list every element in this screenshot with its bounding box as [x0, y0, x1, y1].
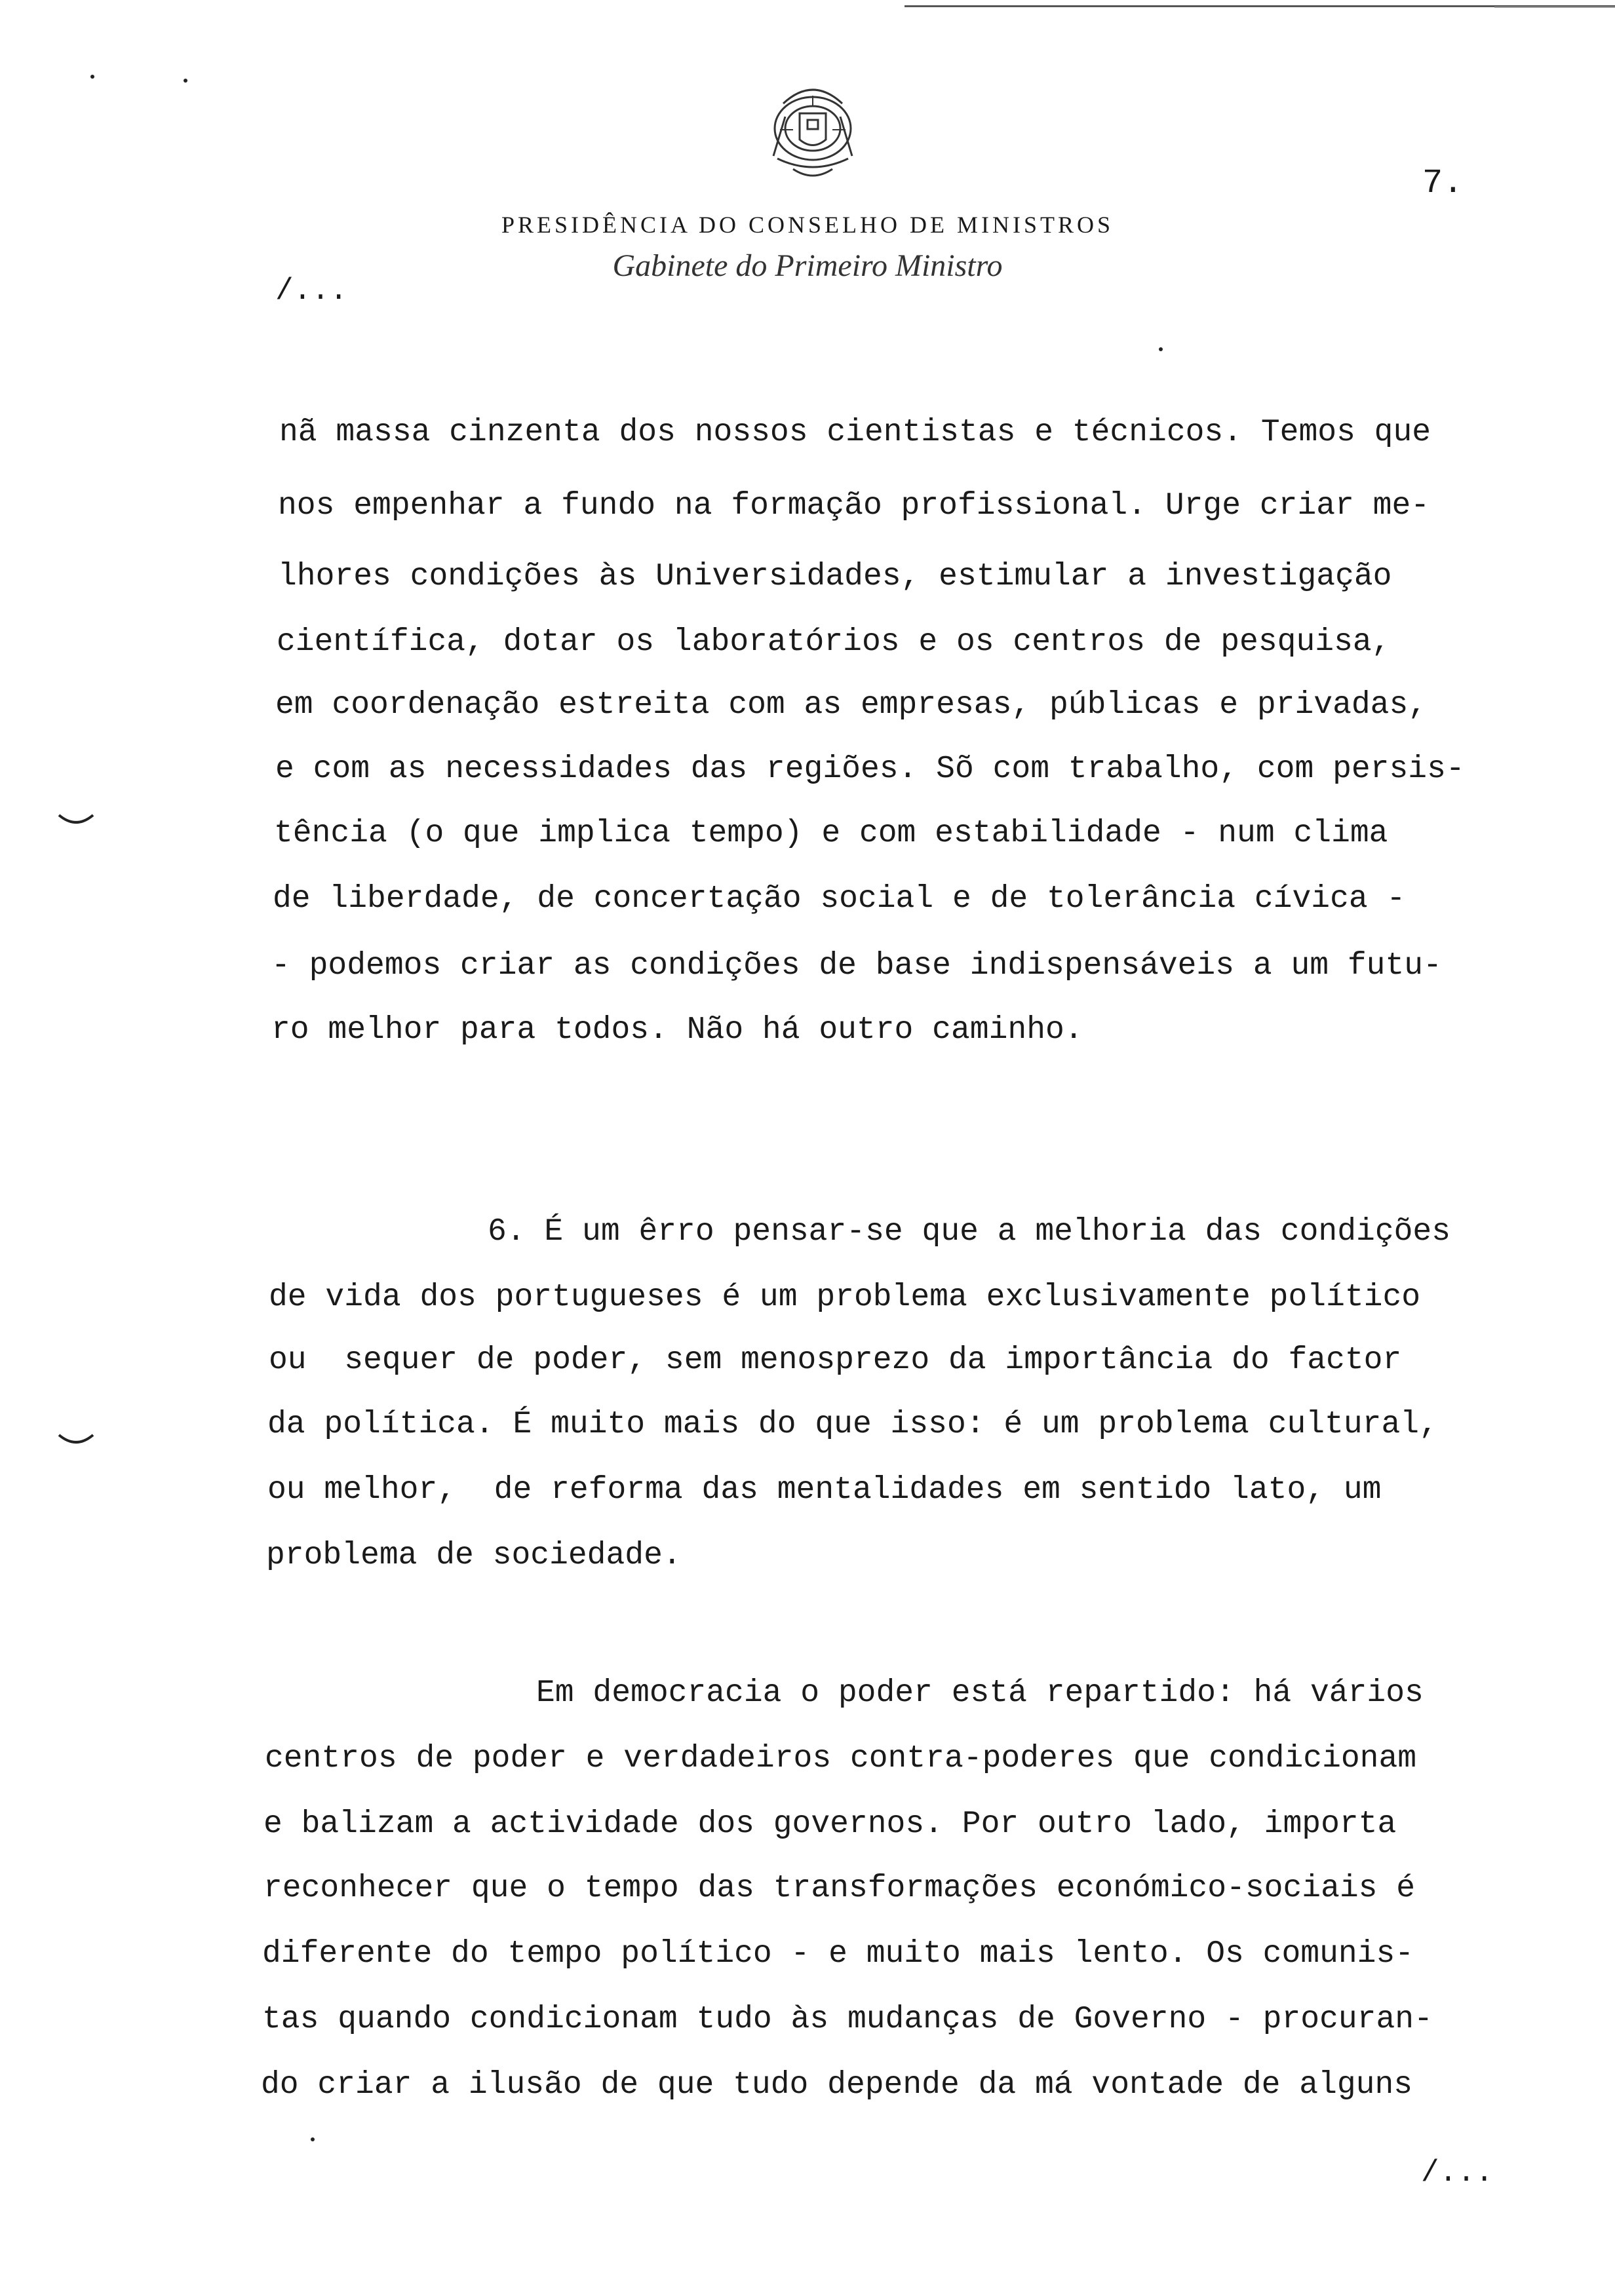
paragraph-2-line-6: problema de sociedade. — [266, 1538, 682, 1573]
scan-speck — [1159, 347, 1163, 351]
paragraph-2-line-4: da política. É muito mais do que isso: é um problema cultural, — [267, 1407, 1438, 1442]
paragraph-1-line-1: nã massa cinzenta dos nossos cientistas e técnicos. Temos que — [279, 415, 1431, 450]
paragraph-2-line-1: 6. É um êrro pensar-se que a melhoria das condições — [488, 1214, 1451, 1250]
paragraph-1-line-6: e com as necessidades das regiões. Sõ com trabalho, com persis- — [275, 752, 1465, 787]
paragraph-1-line-8: de liberdade, de concertação social e de tolerância cívica - — [273, 881, 1406, 917]
scan-speck — [90, 75, 94, 79]
paragraph-1-line-10: ro melhor para todos. Não há outro caminho. — [271, 1012, 1083, 1048]
letterhead-title: PRESIDÊNCIA DO CONSELHO DE MINISTROS — [501, 212, 1114, 238]
paragraph-3-line-5: diferente do tempo político - e muito mais lento. Os comunis- — [262, 1936, 1414, 1972]
paragraph-1-line-3: lhores condições às Universidades, estimular a investigação — [278, 559, 1392, 594]
continuation-marker-bottom: /... — [1421, 2156, 1494, 2190]
scan-speck — [311, 2137, 315, 2141]
paragraph-3-line-1: Em democracia o poder está repartido: há vários — [536, 1675, 1424, 1711]
paragraph-1-line-4: científica, dotar os laboratórios e os centros de pesquisa, — [277, 624, 1391, 660]
paragraph-3-line-7: do criar a ilusão de que tudo depende da má vontade de alguns — [261, 2067, 1413, 2103]
paragraph-1-line-5: em coordenação estreita com as empresas, públicas e privadas, — [275, 687, 1428, 723]
paragraph-3-line-3: e balizam a actividade dos governos. Por outro lado, importa — [263, 1807, 1397, 1842]
page-number: 7. — [1422, 164, 1464, 202]
paragraph-3-line-4: reconhecer que o tempo das transformações económico-sociais é — [263, 1871, 1416, 1906]
paragraph-2-line-2: de vida dos portugueses é um problema exclusivamente político — [269, 1280, 1421, 1315]
paragraph-3-line-2: centros de poder e verdadeiros contra-poderes que condicionam — [265, 1741, 1417, 1776]
paragraph-2-line-5: ou melhor, de reforma das mentalidades em sentido lato, um — [267, 1472, 1382, 1508]
coat-of-arms-emblem — [754, 77, 872, 195]
scan-edge-line-faint — [1494, 7, 1615, 8]
paragraph-2-line-3: ou sequer de poder, sem menosprezo da importância do factor — [269, 1343, 1402, 1378]
margin-punch-mark — [58, 813, 94, 828]
paragraph-1-line-9: - podemos criar as condições de base indispensáveis a um futu- — [271, 948, 1442, 984]
continuation-marker-top: /... — [275, 274, 348, 308]
margin-punch-mark — [58, 1432, 94, 1448]
paragraph-1-line-7: tência (o que implica tempo) e com estabilidade - num clima — [274, 816, 1388, 851]
paragraph-1-line-2: nos empenhar a fundo na formação profissional. Urge criar me- — [278, 488, 1430, 524]
letterhead-subtitle: Gabinete do Primeiro Ministro — [612, 248, 1003, 283]
scan-speck — [184, 79, 187, 83]
paragraph-3-line-6: tas quando condicionam tudo às mudanças de Governo - procuran- — [262, 2002, 1433, 2037]
